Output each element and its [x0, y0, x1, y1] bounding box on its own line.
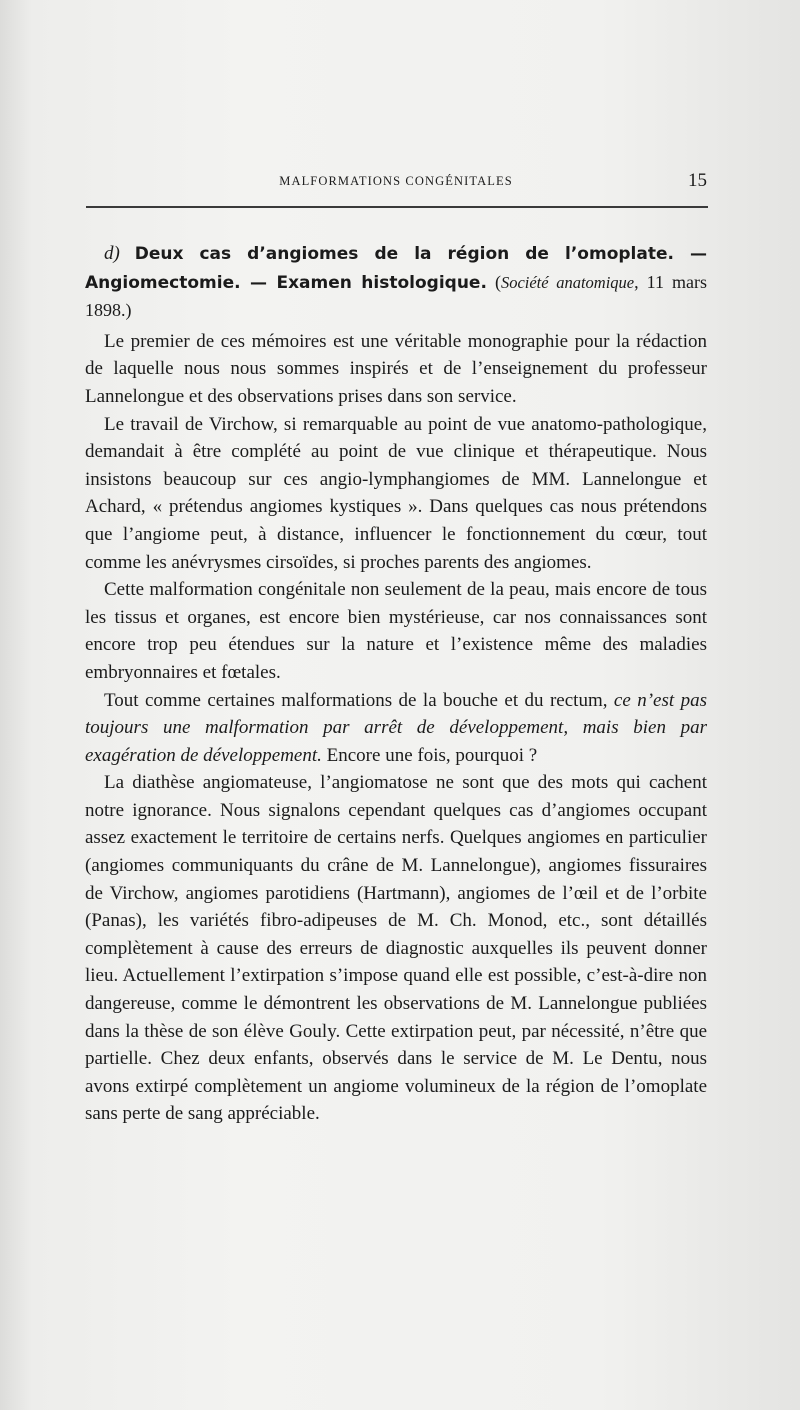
paragraph-4: Tout comme certaines malformations de la bouche et du rectum, ce n’est pas toujours une malformation par arrêt de développement, mais bien par exagération de développement. Encore une fois, pourquoi ? [85, 689, 707, 766]
running-title: MALFORMATIONS CONGÉNITALES [279, 174, 513, 188]
body-text [85, 240, 707, 1128]
paragraph-3: Cette malformation congénitale non seulement de la peau, mais encore de tous les tissus et organes, est encore bien mystérieuse, car nos connaissances sont encore trop peu étendues sur la nature et l’existence même des maladies embryonnaires et fœtales. [85, 579, 707, 683]
section-label: d) [104, 243, 120, 264]
paragraph-5: La diathèse angiomateuse, l’angiomatose ne sont que des mots qui cachent notre ignorance. Nous signalons cependant quelques cas d’angiomes occupant assez exactement le territoire de certains nerfs. Quelques angiomes en particulier (angiomes communiquants du crâne de M. Lannelongue), angiomes fissuraires de Virchow, angiomes parotidiens (Hartmann), angiomes de l’œil et de l’orbite (Panas), les variétés fibro-adipeuses de M. Ch. Monod, etc., sont détaillés complètement à cause des erreurs de diagnostic auxquelles ils peuvent donner lieu. Actuellement l’extirpation s’impose quand elle est possible, c’est-à-dire non dangereuse, comme le démontrent les observations de M. Lannelongue publiées dans la thèse de son élève Gouly. Cette extirpation peut, par nécessité, n’être que partielle. Chez deux enfants, observés dans le service de M. Le Dentu, nous avons extirpé complètement un angiome volumineux de la région de l’omoplate sans perte de sang appréciable. [85, 772, 707, 1125]
header-rule [86, 206, 708, 208]
citation-source: Société anatomique [500, 272, 635, 292]
section-heading [85, 240, 707, 325]
emphasis-text: ce n’est pas toujours une malformation par arrêt de développement, mais bien par exagération de développement. [85, 689, 707, 766]
page-header [85, 170, 707, 196]
page-number: 15 [688, 170, 707, 191]
section-citation: (Société anatomique, 11 mars 1898.) [85, 271, 708, 321]
paragraph-1: Le premier de ces mémoires est une véritable monographie pour la rédaction de laquelle nous nous sommes inspirés et de l’enseignement du professeur Lannelongue et des observations prises dans son service. [85, 330, 707, 407]
section-title: Deux cas d’angiomes de la région de l’omoplate. — Angiomectomie. — Examen histologique. [85, 244, 707, 293]
paragraph-2: Le travail de Virchow, si remarquable au point de vue anatomo-pathologique, demandait à être complété au point de vue clinique et thérapeutique. Nous insistons beaucoup sur ces angio-lymphangiomes de MM. Lannelongue et Achard, « prétendus angiomes kystiques ». Dans quelques cas nous prétendons que l’angiome peut, à distance, influencer le fonctionnement du cœur, tout comme les anévrysmes cirsoïdes, si proches parents des angiomes. [85, 413, 707, 573]
